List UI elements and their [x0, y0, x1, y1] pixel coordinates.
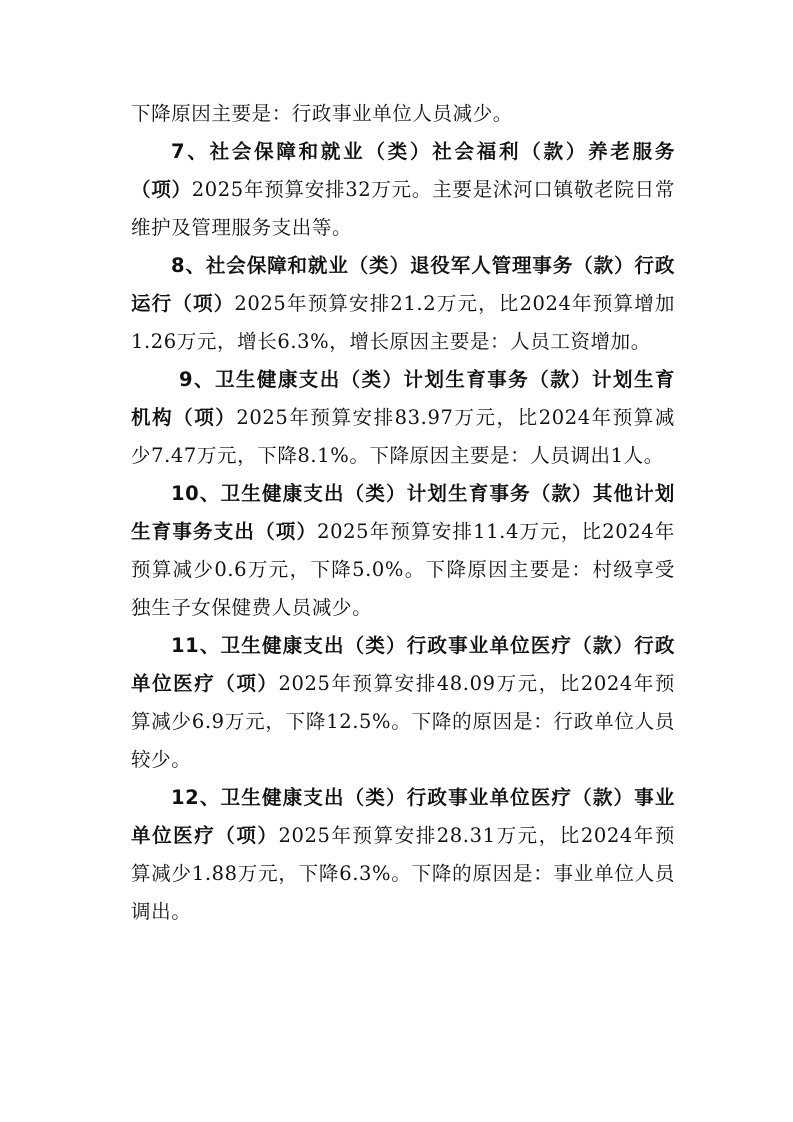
budget-item-12 [131, 779, 675, 931]
item-body: 2025年预算安排32万元。主要是沭河口镇敬老院日常维护及管理服务支出等。 [131, 178, 675, 239]
continuation-text: 下降原因主要是：行政事业单位人员减少。 [131, 102, 513, 125]
item-heading: 8、社会保障和就业（类）退役军人管理事务（款）行政运行（项） [131, 254, 675, 315]
document-body [131, 95, 675, 931]
item-body: 2025年预算安排83.97万元，比2024年预算减少7.47万元，下降8.1%。下降原因主要是：人员调出1人。 [131, 406, 675, 467]
budget-item-10 [131, 475, 675, 627]
item-body: 2025年预算安排48.09万元，比2024年预算减少6.9万元，下降12.5%。下降的原因是：行政单位人员较少。 [131, 672, 675, 771]
item-heading: 9、卫生健康支出（类）计划生育事务（款）计划生育机构（项） [131, 368, 675, 429]
budget-item-9 [131, 361, 675, 475]
item-heading: 7、社会保障和就业（类）社会福利（款）养老服务（项） [131, 140, 675, 201]
budget-item-8 [131, 247, 675, 361]
item-heading: 12、卫生健康支出（类）行政事业单位医疗（款）事业单位医疗（项） [131, 786, 675, 847]
item-heading: 10、卫生健康支出（类）计划生育事务（款）其他计划生育事务支出（项） [131, 482, 675, 543]
continuation-paragraph [131, 95, 675, 133]
item-body: 2025年预算安排28.31万元，比2024年预算减少1.88万元，下降6.3%。下降的原因是：事业单位人员调出。 [131, 824, 675, 923]
budget-item-7 [131, 133, 675, 247]
item-body: 2025年预算安排21.2万元，比2024年预算增加1.26万元，增长6.3%，增长原因主要是：人员工资增加。 [131, 292, 675, 353]
budget-item-11 [131, 627, 675, 779]
item-heading: 11、卫生健康支出（类）行政事业单位医疗（款）行政单位医疗（项） [131, 634, 675, 695]
item-body: 2025年预算安排11.4万元，比2024年预算减少0.6万元，下降5.0%。下降原因主要是：村级享受独生子女保健费人员减少。 [131, 520, 675, 619]
